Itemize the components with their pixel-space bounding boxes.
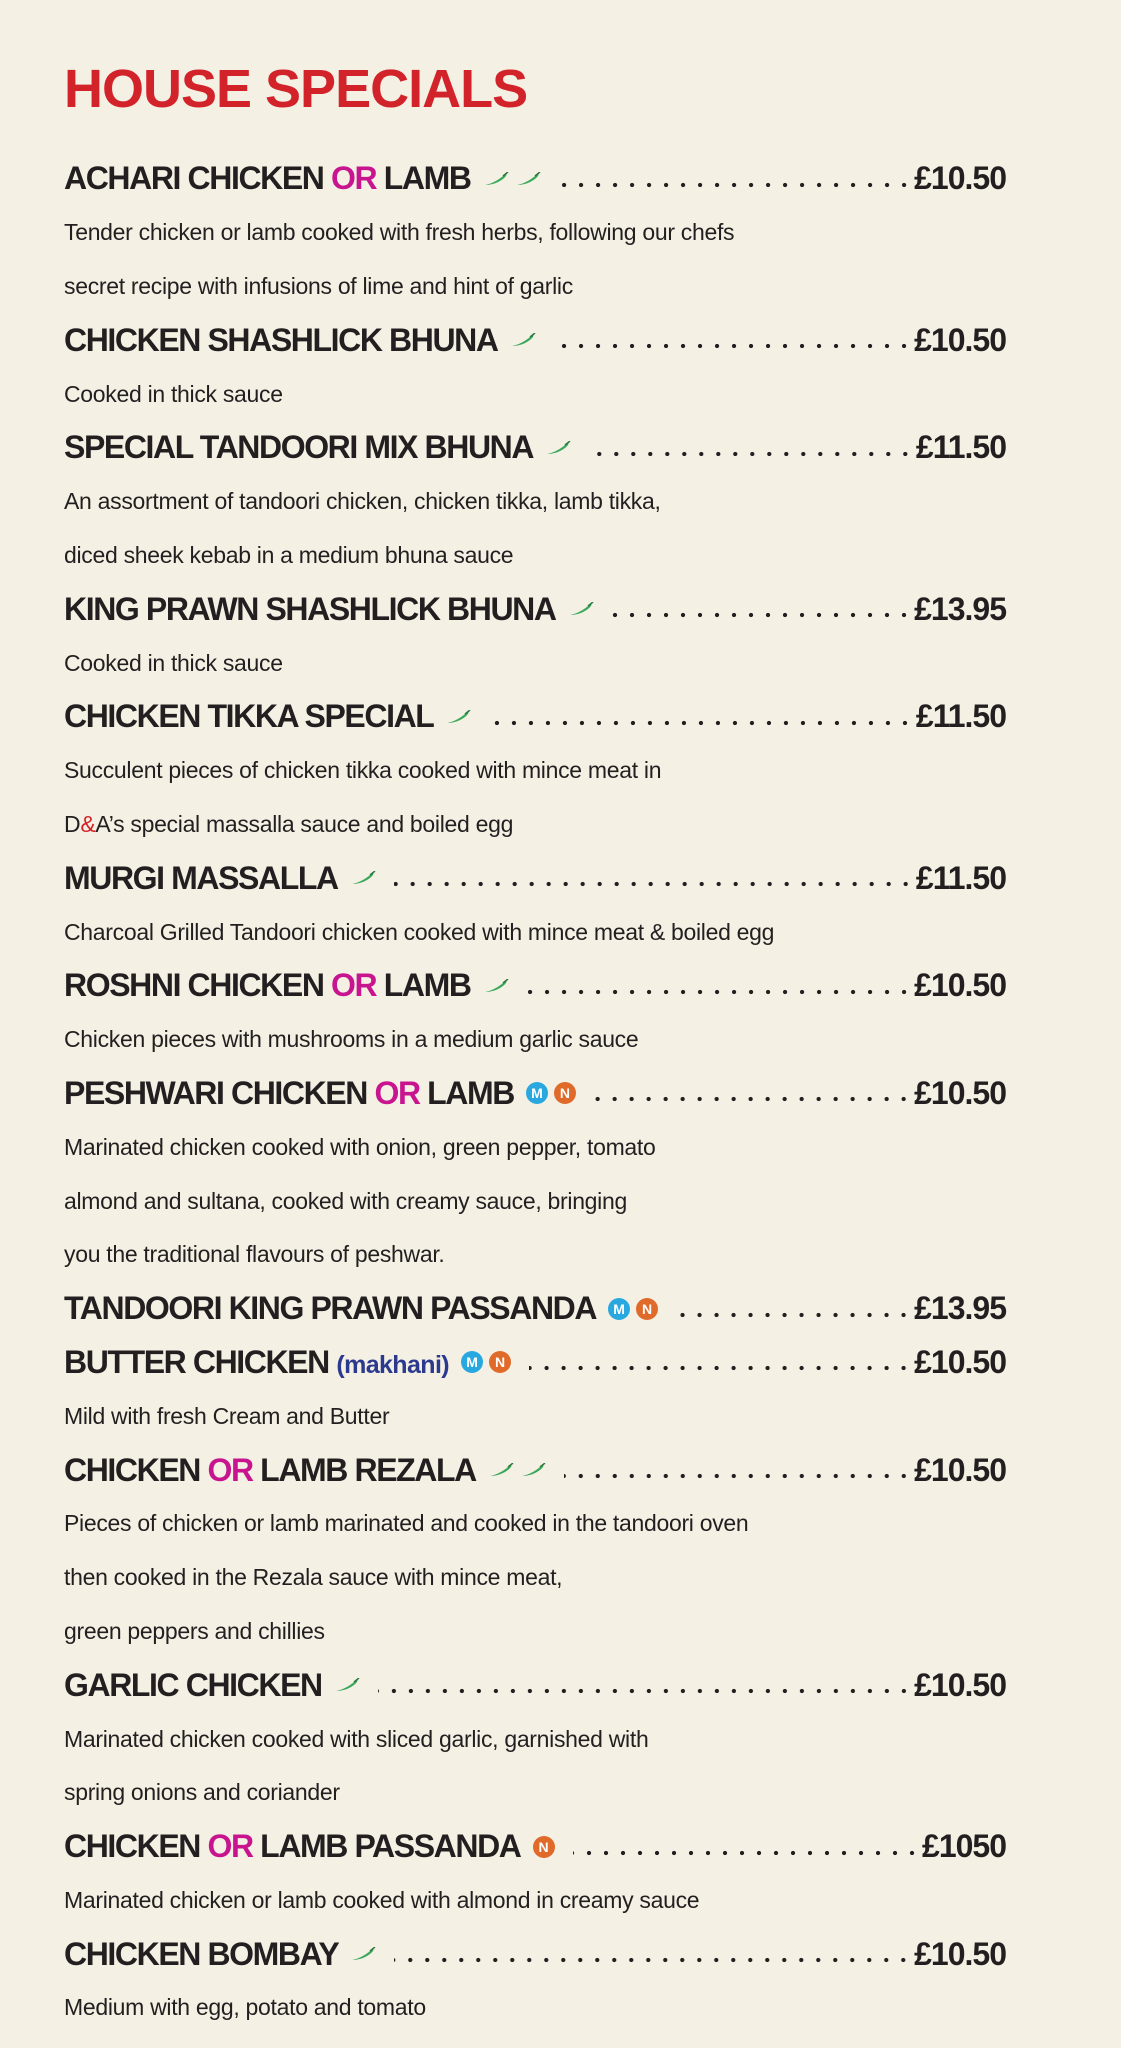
menu-item-header [64,1336,1006,1390]
diet-icons [510,333,536,347]
chilli-icon [545,441,571,455]
item-price: £10.50 [914,967,1006,1004]
item-name [64,1344,449,1381]
item-subtitle: (makhani) [336,1350,450,1379]
description-text: A’s special massalla sauce and boiled egg [95,810,514,837]
menu-item-header [64,1067,1006,1121]
item-name-text: GARLIC CHICKEN [64,1666,322,1703]
diet-icons [461,1351,511,1373]
dot-leader [564,1471,912,1481]
chilli-icon [510,333,536,347]
diet-icons [350,1947,376,1961]
item-description: Charcoal Grilled Tandoori chicken cooked with mince meat & boiled egg [64,918,775,945]
item-description: Medium with egg, potato and tomato [64,1994,426,2021]
nuts-icon: N [489,1351,511,1373]
or-text: OR [374,1074,420,1111]
item-name [64,322,498,359]
diet-icons [483,172,541,186]
item-description: spring onions and coriander [64,1779,340,1806]
item-price: £10.50 [914,160,1006,197]
menu-item-header [64,1820,1006,1874]
item-description: Mild with fresh Cream and Butter [64,1402,390,1429]
item-price: £13.95 [914,590,1006,627]
nuts-icon: N [636,1298,658,1320]
chilli-icon [350,871,376,885]
item-price: £10.50 [914,1935,1006,1972]
or-text: OR [331,160,377,197]
diet-icons [488,1463,546,1477]
item-description: Marinated chicken cooked with sliced garlic, garnished with [64,1725,649,1752]
item-price: £1050 [922,1828,1006,1865]
item-name-text: KING PRAWN SHASHLICK BHUNA [64,590,556,627]
dot-leader [527,987,913,997]
milk-icon: M [608,1298,630,1320]
item-name-text: CHICKEN BOMBAY [64,1935,339,1972]
milk-icon: M [461,1351,483,1373]
item-description: secret recipe with infusions of lime and hint of garlic [64,272,573,299]
item-name-text: PESHWARI CHICKEN [64,1074,375,1111]
dot-leader [489,718,913,728]
item-price: £10.50 [914,1666,1006,1703]
dot-leader [589,449,914,459]
item-name [64,698,433,735]
item-description: green peppers and chillies [64,1617,325,1644]
item-name [64,967,471,1004]
item-name-text: CHICKEN [64,1451,208,1488]
or-text: OR [207,1828,253,1865]
item-description: you the traditional flavours of peshwar. [64,1241,445,1268]
item-name-text: LAMB [376,967,471,1004]
dot-leader [378,1686,912,1696]
item-description: Marinated chicken cooked with onion, green pepper, tomato [64,1133,656,1160]
item-name [64,1075,514,1112]
item-name [64,160,471,197]
item-price: £11.50 [915,859,1006,896]
dot-leader [594,1094,912,1104]
chilli-icon [350,1947,376,1961]
chilli-icon [520,1463,546,1477]
menu-item-header [64,582,1006,636]
dot-leader [529,1363,912,1373]
description-text: D [64,810,81,837]
item-name-text: MURGI MASSALLA [64,859,338,896]
dot-leader [676,1310,912,1320]
diet-icons [545,441,571,455]
or-text: OR [331,967,377,1004]
item-description: almond and sultana, cooked with creamy sauce, bringing [64,1187,627,1214]
item-name-text: LAMB PASSANDA [252,1828,521,1865]
dot-leader [394,879,914,889]
item-description: An assortment of tandoori chicken, chicken tikka, lamb tikka, [64,488,661,515]
or-text: OR [207,1451,253,1488]
chilli-icon [334,1678,360,1692]
menu-item-header [64,690,1006,744]
chilli-icon [515,172,541,186]
dot-leader [573,1848,921,1858]
menu-item-header [64,1658,1006,1712]
item-description: diced sheek kebab in a medium bhuna sauce [64,541,514,568]
item-name [64,860,338,897]
diet-icons [334,1678,360,1692]
dot-leader [554,341,913,351]
description-text: & [80,810,96,837]
diet-icons [526,1082,576,1104]
item-name-text: LAMB [419,1074,514,1111]
item-description: Chicken pieces with mushrooms in a medium garlic sauce [64,1026,639,1053]
item-name [64,429,533,466]
item-name-text: LAMB REZALA [252,1451,476,1488]
diet-icons [483,979,509,993]
item-name [64,1290,596,1327]
item-price: £11.50 [915,698,1006,735]
chilli-icon [483,172,509,186]
dot-leader [559,180,913,190]
item-description: Succulent pieces of chicken tikka cooked with mince meat in [64,757,662,784]
item-name-text: CHICKEN TIKKA SPECIAL [64,698,434,735]
item-description: Pieces of chicken or lamb marinated and cooked in the tandoori oven [64,1510,749,1537]
section-title: HOUSE SPECIALS [64,59,528,119]
diet-icons [533,1836,555,1858]
item-name-text: ACHARI CHICKEN [64,160,332,197]
item-name-text: SPECIAL TANDOORI MIX BHUNA [64,429,534,466]
item-name-text: TANDOORI KING PRAWN PASSANDA [64,1290,597,1327]
nuts-icon: N [533,1836,555,1858]
item-price: £10.50 [914,321,1006,358]
milk-icon: M [526,1082,548,1104]
item-price: £10.50 [914,1451,1006,1488]
diet-icons [608,1298,658,1320]
menu-item-header [64,851,1006,905]
item-name [64,1452,476,1489]
item-name-text: CHICKEN [64,1828,208,1865]
item-name-text: ROSHNI CHICKEN [64,967,332,1004]
chilli-icon [488,1463,514,1477]
item-description: Cooked in thick sauce [64,380,283,407]
dot-leader [394,1955,912,1965]
menu-item-header [64,1443,1006,1497]
menu-list [64,152,1006,2035]
diet-icons [568,602,594,616]
item-description: then cooked in the Rezala sauce with mince meat, [64,1564,563,1591]
item-price: £11.50 [915,429,1006,466]
item-name [64,1936,338,1973]
item-name [64,1828,521,1865]
item-name-text: BUTTER CHICKEN [64,1343,337,1380]
item-description: Tender chicken or lamb cooked with fresh herbs, following our chefs [64,219,735,246]
item-name [64,591,556,628]
item-price: £10.50 [914,1074,1006,1111]
item-description: Cooked in thick sauce [64,649,283,676]
item-description: Marinated chicken or lamb cooked with almond in creamy sauce [64,1886,700,1913]
nuts-icon: N [554,1082,576,1104]
item-price: £13.95 [914,1290,1006,1327]
chilli-icon [445,710,471,724]
item-name-text: CHICKEN SHASHLICK BHUNA [64,321,498,358]
diet-icons [445,710,471,724]
menu-item-header [64,313,1006,367]
menu-item-header [64,959,1006,1013]
menu-item-header [64,421,1006,475]
menu-item-header [64,1927,1006,1981]
item-name [64,1667,322,1704]
menu-item-header [64,152,1006,206]
item-price: £10.50 [914,1343,1006,1380]
chilli-icon [483,979,509,993]
diet-icons [350,871,376,885]
item-description [64,798,1006,852]
menu-item-header [64,1282,1006,1336]
chilli-icon [568,602,594,616]
dot-leader [612,610,913,620]
item-name-text: LAMB [376,160,471,197]
